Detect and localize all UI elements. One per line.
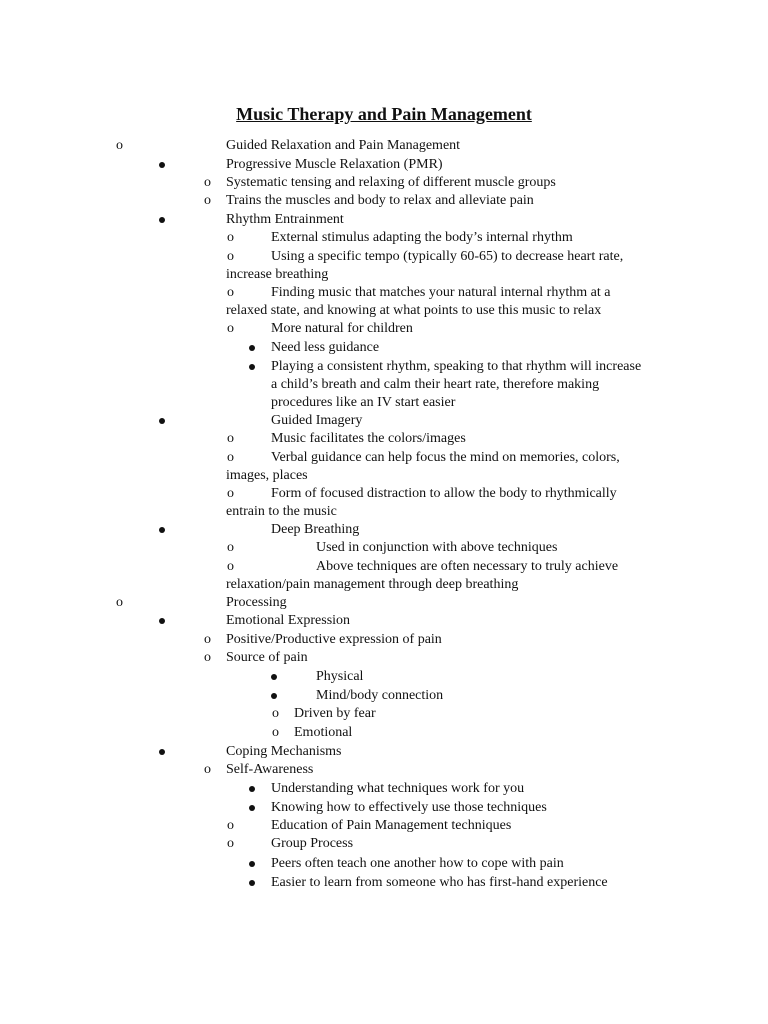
outline-line: Rhythm Entrainment bbox=[226, 212, 344, 227]
filled-bullet-icon bbox=[249, 880, 255, 886]
outline-line: Progressive Muscle Relaxation (PMR) bbox=[226, 157, 443, 172]
outline-line: Emotional Expression bbox=[226, 613, 351, 628]
outline-line: relaxed state, and knowing at what points to use this music to relax bbox=[226, 303, 602, 318]
filled-bullet-icon bbox=[271, 674, 277, 680]
filled-bullet-icon bbox=[159, 527, 165, 533]
hollow-bullet-marker: o bbox=[204, 632, 211, 647]
filled-bullet-icon bbox=[249, 861, 255, 867]
outline-line: Music facilitates the colors/images bbox=[271, 431, 466, 446]
filled-bullet-icon bbox=[249, 364, 255, 370]
outline-line: Positive/Productive expression of pain bbox=[226, 632, 442, 647]
outline-line: Self-Awareness bbox=[226, 762, 314, 777]
hollow-bullet-marker: o bbox=[227, 450, 234, 465]
hollow-bullet-marker: o bbox=[227, 249, 234, 264]
hollow-bullet-marker: o bbox=[204, 650, 211, 665]
outline-line: More natural for children bbox=[271, 321, 413, 336]
filled-bullet-icon bbox=[159, 618, 165, 624]
outline-line: Group Process bbox=[271, 836, 354, 851]
filled-bullet-icon bbox=[249, 786, 255, 792]
hollow-bullet-marker: o bbox=[204, 193, 211, 208]
outline-line: Driven by fear bbox=[294, 706, 376, 721]
outline-line: Above techniques are often necessary to truly achieve bbox=[316, 559, 619, 574]
outline-line: increase breathing bbox=[226, 267, 329, 282]
filled-bullet-icon bbox=[271, 693, 277, 699]
outline-line: Finding music that matches your natural internal rhythm at a bbox=[271, 285, 611, 300]
outline-line: Peers often teach one another how to cope with pain bbox=[271, 856, 564, 871]
hollow-bullet-marker: o bbox=[227, 321, 234, 336]
filled-bullet-icon bbox=[249, 345, 255, 351]
hollow-bullet-marker: o bbox=[272, 725, 279, 740]
hollow-bullet-marker: o bbox=[227, 836, 234, 851]
outline-line: a child’s breath and calm their heart rate, therefore making bbox=[271, 377, 600, 392]
outline-line: Easier to learn from someone who has first-hand experience bbox=[271, 875, 608, 890]
outline-line: Source of pain bbox=[226, 650, 308, 665]
filled-bullet-icon bbox=[159, 418, 165, 424]
outline-line: Form of focused distraction to allow the body to rhythmically bbox=[271, 486, 617, 501]
page-title: Music Therapy and Pain Management bbox=[236, 104, 532, 125]
outline-line: Using a specific tempo (typically 60-65) to decrease heart rate, bbox=[271, 249, 624, 264]
outline-line: Deep Breathing bbox=[271, 522, 360, 537]
hollow-bullet-marker: o bbox=[272, 706, 279, 721]
outline-line: Coping Mechanisms bbox=[226, 744, 342, 759]
outline-line: Systematic tensing and relaxing of different muscle groups bbox=[226, 175, 556, 190]
outline-line: Understanding what techniques work for you bbox=[271, 781, 525, 796]
hollow-bullet-marker: o bbox=[227, 540, 234, 555]
outline-line: entrain to the music bbox=[226, 504, 337, 519]
outline-line: relaxation/pain management through deep breathing bbox=[226, 577, 519, 592]
filled-bullet-icon bbox=[159, 749, 165, 755]
hollow-bullet-marker: o bbox=[227, 431, 234, 446]
outline-line: Playing a consistent rhythm, speaking to that rhythm will increase bbox=[271, 359, 642, 374]
outline-line: Guided Imagery bbox=[271, 413, 363, 428]
outline-line: Verbal guidance can help focus the mind on memories, colors, bbox=[271, 450, 620, 465]
outline-line: Knowing how to effectively use those techniques bbox=[271, 800, 547, 815]
outline-line: Processing bbox=[226, 595, 287, 610]
outline-line: Guided Relaxation and Pain Management bbox=[226, 138, 461, 153]
outline-line: Education of Pain Management techniques bbox=[271, 818, 512, 833]
outline-line: Trains the muscles and body to relax and alleviate pain bbox=[226, 193, 534, 208]
outline-line: images, places bbox=[226, 468, 308, 483]
hollow-bullet-marker: o bbox=[116, 138, 123, 153]
outline-line: Need less guidance bbox=[271, 340, 380, 355]
hollow-bullet-marker: o bbox=[227, 486, 234, 501]
filled-bullet-icon bbox=[159, 162, 165, 168]
hollow-bullet-marker: o bbox=[204, 762, 211, 777]
hollow-bullet-marker: o bbox=[227, 230, 234, 245]
outline-line: procedures like an IV start easier bbox=[271, 395, 456, 410]
hollow-bullet-marker: o bbox=[227, 818, 234, 833]
hollow-bullet-marker: o bbox=[116, 595, 123, 610]
hollow-bullet-marker: o bbox=[227, 559, 234, 574]
hollow-bullet-marker: o bbox=[227, 285, 234, 300]
hollow-bullet-marker: o bbox=[204, 175, 211, 190]
outline-line: Used in conjunction with above techniques bbox=[316, 540, 558, 555]
filled-bullet-icon bbox=[249, 805, 255, 811]
outline-line: Emotional bbox=[294, 725, 353, 740]
outline-line: Physical bbox=[316, 669, 364, 684]
outline-line: Mind/body connection bbox=[316, 688, 444, 703]
filled-bullet-icon bbox=[159, 217, 165, 223]
outline-line: External stimulus adapting the body’s internal rhythm bbox=[271, 230, 573, 245]
